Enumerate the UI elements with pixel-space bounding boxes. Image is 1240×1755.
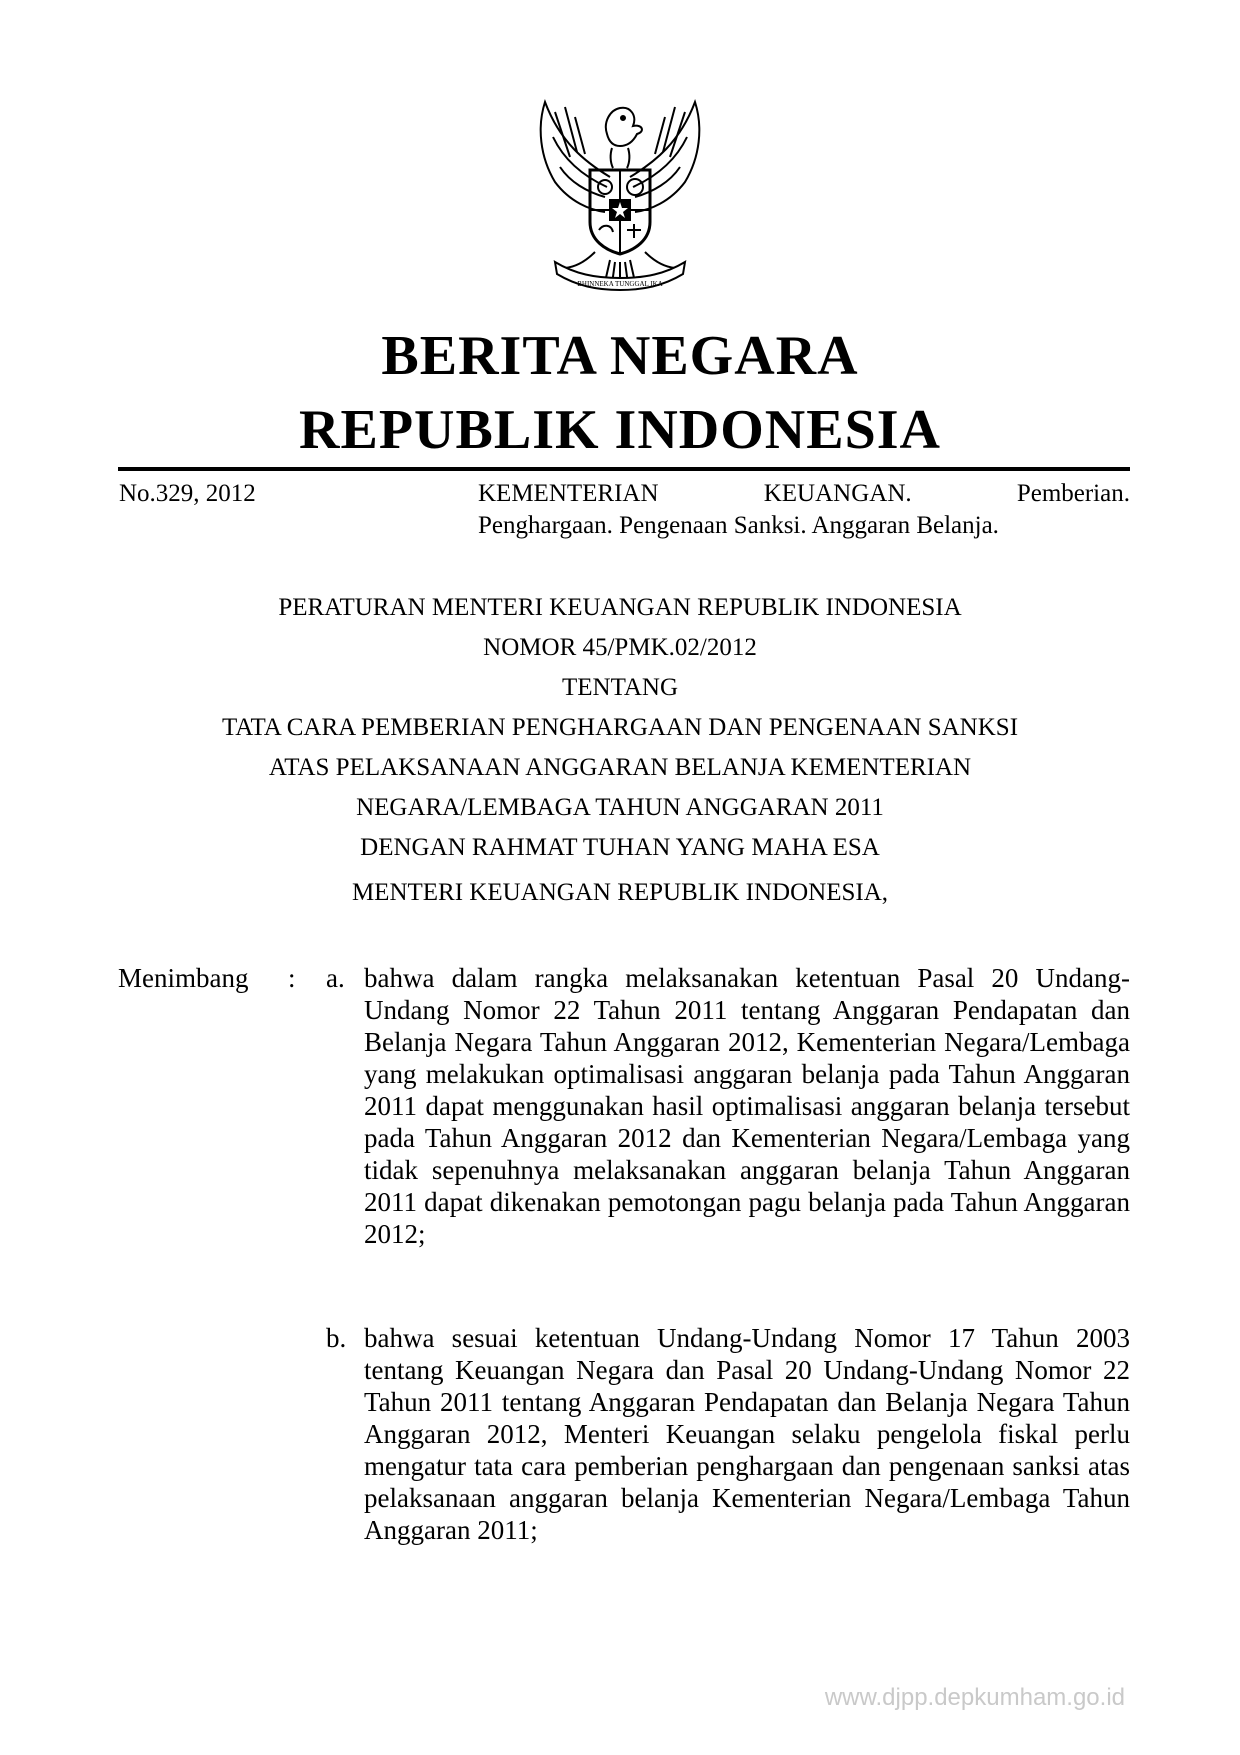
regulation-title: PERATURAN MENTERI KEUANGAN REPUBLIK INDONESIA — [278, 594, 962, 621]
regulation-subject-line: TATA CARA PEMBERIAN PENGHARGAAN DAN PENGENAAN SANKSI — [221, 714, 1019, 741]
issue-description-line-1 — [478, 478, 1130, 510]
issue-description-line-2: Penghargaan. Pengenaan Sanksi. Anggaran Belanja. — [478, 512, 999, 539]
issue-number: No.329, 2012 — [119, 480, 256, 507]
consideration-marker: b. — [326, 1323, 347, 1353]
emblem-motto: BHINNEKA TUNGGAL IKA — [577, 280, 663, 288]
consideration-item — [326, 1322, 1130, 1546]
masthead-divider — [118, 467, 1130, 471]
preamble-menteri: MENTERI KEUANGAN REPUBLIK INDONESIA, — [351, 879, 889, 906]
issue-description-word: Pemberian. — [1016, 480, 1130, 507]
issue-description — [478, 478, 1130, 542]
consideration-text: bahwa dalam rangka melaksanakan ketentuan Pasal 20 Undang-Undang Nomor 22 Tahun 2011 tentang Anggaran Pendapatan dan Belanja Negara Tahun Anggaran 2012, Kementerian Negara/Lembaga yang melakukan optimalisasi anggaran belanja pada Tahun Anggaran 2011 dapat menggunakan hasil optimalisasi anggaran belanja tersebut pada Tahun Anggaran 2012 dan Kementerian Negara/Lembaga yang tidak sepenuhnya melaksanakan anggaran belanja Tahun Anggaran 2011 dapat dikenakan pemotongan pagu belanja pada Tahun Anggaran 2012; — [364, 963, 1130, 1249]
regulation-subject-line: NEGARA/LEMBAGA TAHUN ANGGARAN 2011 — [356, 794, 884, 821]
consideration-item — [326, 962, 1130, 1250]
consideration-marker: a. — [326, 963, 345, 993]
source-watermark: www.djpp.depkumham.go.id — [824, 1684, 1125, 1711]
masthead-title-line-1: BERITA NEGARA — [381, 325, 859, 387]
issue-description-word: KEUANGAN. — [763, 480, 912, 507]
considerations-colon: : — [288, 963, 296, 993]
masthead-title-line-2: REPUBLIK INDONESIA — [299, 399, 941, 461]
regulation-heading — [0, 588, 1240, 828]
considerations-label: Menimbang — [118, 963, 249, 993]
regulation-tentang: TENTANG — [561, 674, 679, 701]
preamble-rahmat: DENGAN RAHMAT TUHAN YANG MAHA ESA — [360, 834, 880, 861]
issue-description-word: KEMENTERIAN — [478, 480, 659, 507]
consideration-text: bahwa sesuai ketentuan Undang-Undang Nomor 17 Tahun 2003 tentang Keuangan Negara dan Pasal 20 Undang-Undang Nomor 22 Tahun 2011 tentang Anggaran Pendapatan dan Belanja Negara Tahun Anggaran 2012, Menteri Keuangan selaku pengelola fiskal perlu mengatur tata cara pemberian penghargaan dan pengenaan sanksi atas pelaksanaan anggaran belanja Kementerian Negara/Lembaga Tahun Anggaran 2011; — [364, 1323, 1130, 1545]
regulation-subject-line: ATAS PELAKSANAAN ANGGARAN BELANJA KEMENTERIAN — [268, 754, 972, 781]
garuda-pancasila-emblem-icon — [515, 82, 725, 297]
regulation-number: NOMOR 45/PMK.02/2012 — [483, 634, 757, 661]
